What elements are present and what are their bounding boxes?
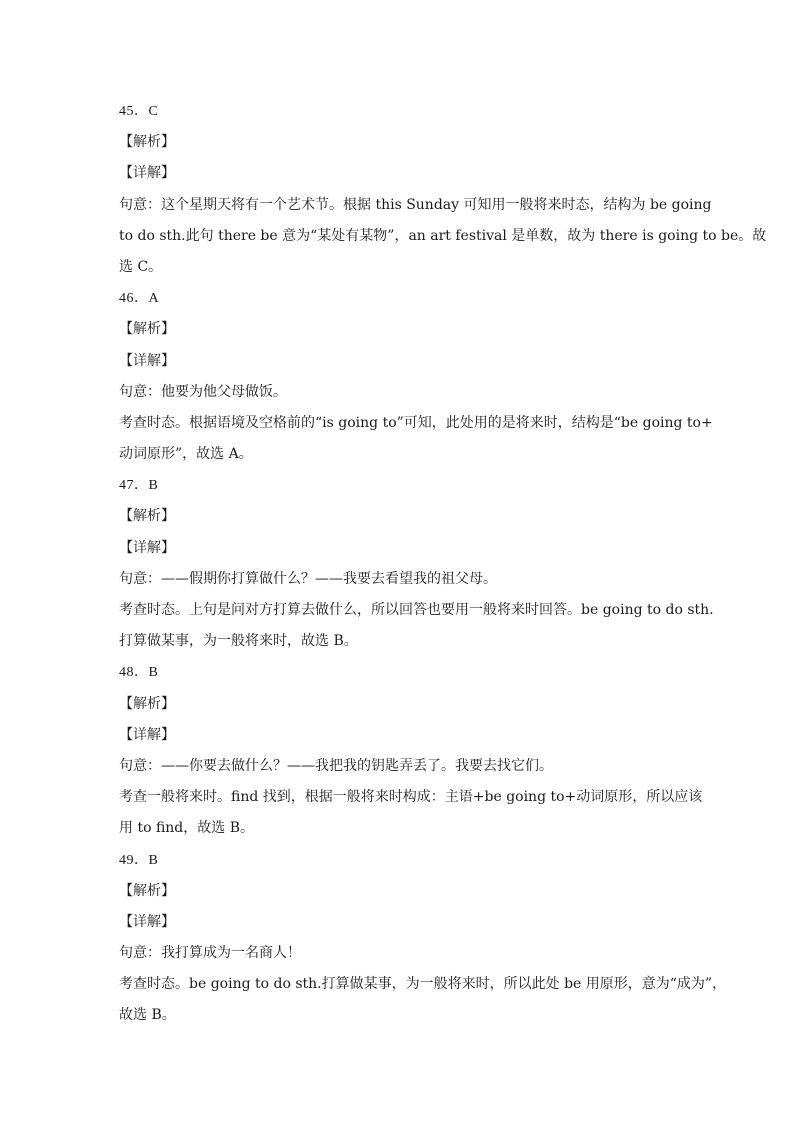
explanation-line: 考查时态。根据语境及空格前的“is going to”可知，此处用的是将来时，结构是“be going to+	[119, 414, 713, 431]
analysis-label: 【解析】	[119, 134, 175, 151]
explanation-line: 动词原形”，故选 A。	[119, 446, 253, 463]
explanation-line: 句意：这个星期天将有一个艺术节。根据 this Sunday 可知用一般将来时态，结构为 be going	[119, 196, 712, 213]
explanation-line: 考查时态。be going to do sth.打算做某事，为一般将来时，所以此处 be 用原形，意为“成为”，	[119, 976, 727, 993]
explanation-line: 句意：——假期你打算做什么？——我要去看望我的祖父母。	[119, 570, 497, 587]
explanation-line: 考查一般将来时。find 找到，根据一般将来时构成：主语+be going to+动词原形，所以应该	[119, 789, 703, 806]
explanation-line: 句意：——你要去做什么？——我把我的钥匙弄丢了。我要去找它们。	[119, 757, 553, 774]
explanation-line: 打算做某事，为一般将来时，故选 B。	[119, 633, 358, 650]
question-block-47	[119, 470, 714, 657]
explanation-line: 考查时态。上句是问对方打算去做什么，所以回答也要用一般将来时回答。be going to do sth.	[119, 602, 714, 618]
explanation-line: 句意：他要为他父母做饭。	[119, 383, 287, 400]
question-number: 47．B	[119, 478, 159, 494]
question-block-46	[119, 283, 713, 470]
analysis-label: 【解析】	[119, 321, 175, 338]
detail-label: 【详解】	[119, 913, 175, 930]
question-block-49	[119, 845, 727, 1032]
detail-label: 【详解】	[119, 539, 175, 556]
detail-label: 【详解】	[119, 352, 175, 369]
question-number: 49．B	[119, 852, 159, 868]
explanation-line: 选 C。	[119, 258, 163, 275]
question-number: 45．C	[119, 104, 159, 119]
explanation-line: to do sth.此句 there be 意为“某处有某物”，an art festival 是单数，故为 there is going to be。故	[119, 227, 767, 244]
detail-label: 【详解】	[119, 726, 175, 743]
question-number: 46．A	[119, 291, 160, 307]
analysis-label: 【解析】	[119, 695, 175, 712]
explanation-line: 用 to find，故选 B。	[119, 820, 255, 837]
detail-label: 【详解】	[119, 165, 175, 182]
explanation-line: 句意：我打算成为一名商人！	[119, 945, 301, 962]
question-number: 48．B	[119, 665, 159, 681]
analysis-label: 【解析】	[119, 508, 175, 525]
analysis-label: 【解析】	[119, 882, 175, 899]
explanation-line: 故选 B。	[119, 1007, 176, 1024]
question-block-45	[119, 96, 767, 283]
question-block-48	[119, 657, 703, 844]
document-page	[119, 96, 767, 1032]
